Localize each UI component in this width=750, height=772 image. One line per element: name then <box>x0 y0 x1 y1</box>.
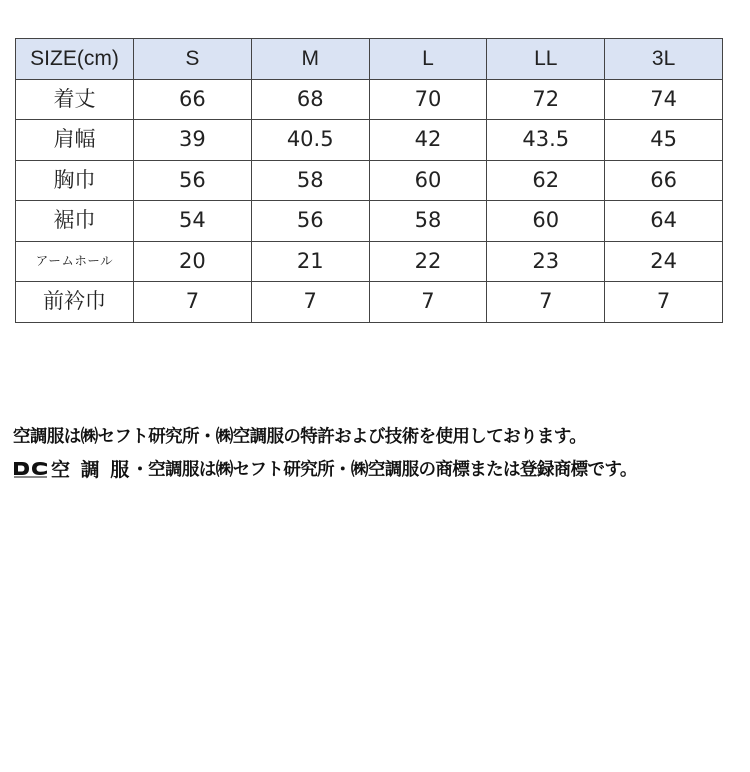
table-cell: 64 <box>605 201 723 242</box>
table-row-length <box>16 79 723 120</box>
table-cell: 23 <box>487 241 605 282</box>
header-cell-m: M <box>251 39 369 80</box>
table-cell: 7 <box>605 282 723 323</box>
table-cell: 74 <box>605 79 723 120</box>
table-cell: 7 <box>487 282 605 323</box>
table-cell: 68 <box>251 79 369 120</box>
table-cell: 7 <box>251 282 369 323</box>
row-label-shoulder: 肩幅 <box>16 120 134 161</box>
table-row-chest <box>16 160 723 201</box>
header-cell-ll: LL <box>487 39 605 80</box>
trademark-notice <box>13 455 637 482</box>
table-cell: 7 <box>369 282 487 323</box>
table-cell: 60 <box>487 201 605 242</box>
table-cell: 40.5 <box>251 120 369 161</box>
table-row-hem <box>16 201 723 242</box>
table-row-shoulder <box>16 120 723 161</box>
table-row-front-collar <box>16 282 723 323</box>
row-label-length: 着丈 <box>16 79 134 120</box>
table-cell: 54 <box>134 201 252 242</box>
table-cell: 56 <box>134 160 252 201</box>
table-cell: 39 <box>134 120 252 161</box>
header-cell-l: L <box>369 39 487 80</box>
table-cell: 70 <box>369 79 487 120</box>
table-cell: 72 <box>487 79 605 120</box>
brand-logo-icon <box>13 459 49 479</box>
table-cell: 60 <box>369 160 487 201</box>
table-cell: 58 <box>251 160 369 201</box>
table-cell: 56 <box>251 201 369 242</box>
header-cell-s: S <box>134 39 252 80</box>
size-header-row <box>16 39 723 80</box>
table-cell: 43.5 <box>487 120 605 161</box>
table-row-armhole <box>16 241 723 282</box>
row-label-armhole: アームホール <box>16 241 134 282</box>
table-cell: 20 <box>134 241 252 282</box>
header-cell-size-unit: SIZE(cm) <box>16 39 134 80</box>
header-cell-3l: 3L <box>605 39 723 80</box>
table-cell: 22 <box>369 241 487 282</box>
table-cell: 58 <box>369 201 487 242</box>
table-cell: 66 <box>134 79 252 120</box>
row-label-chest: 胸巾 <box>16 160 134 201</box>
table-cell: 42 <box>369 120 487 161</box>
table-cell: 62 <box>487 160 605 201</box>
size-chart-table <box>15 38 723 323</box>
table-cell: 45 <box>605 120 723 161</box>
trademark-text: ・空調服は㈱セフト研究所・㈱空調服の商標または登録商標です。 <box>131 460 637 480</box>
table-cell: 24 <box>605 241 723 282</box>
table-cell: 66 <box>605 160 723 201</box>
brand-name: 空 調 服 <box>51 459 132 481</box>
patent-notice: 空調服は㈱セフト研究所・㈱空調服の特許および技術を使用しております。 <box>13 427 587 447</box>
row-label-front-collar: 前衿巾 <box>16 282 134 323</box>
table-cell: 7 <box>134 282 252 323</box>
row-label-hem: 裾巾 <box>16 201 134 242</box>
table-cell: 21 <box>251 241 369 282</box>
